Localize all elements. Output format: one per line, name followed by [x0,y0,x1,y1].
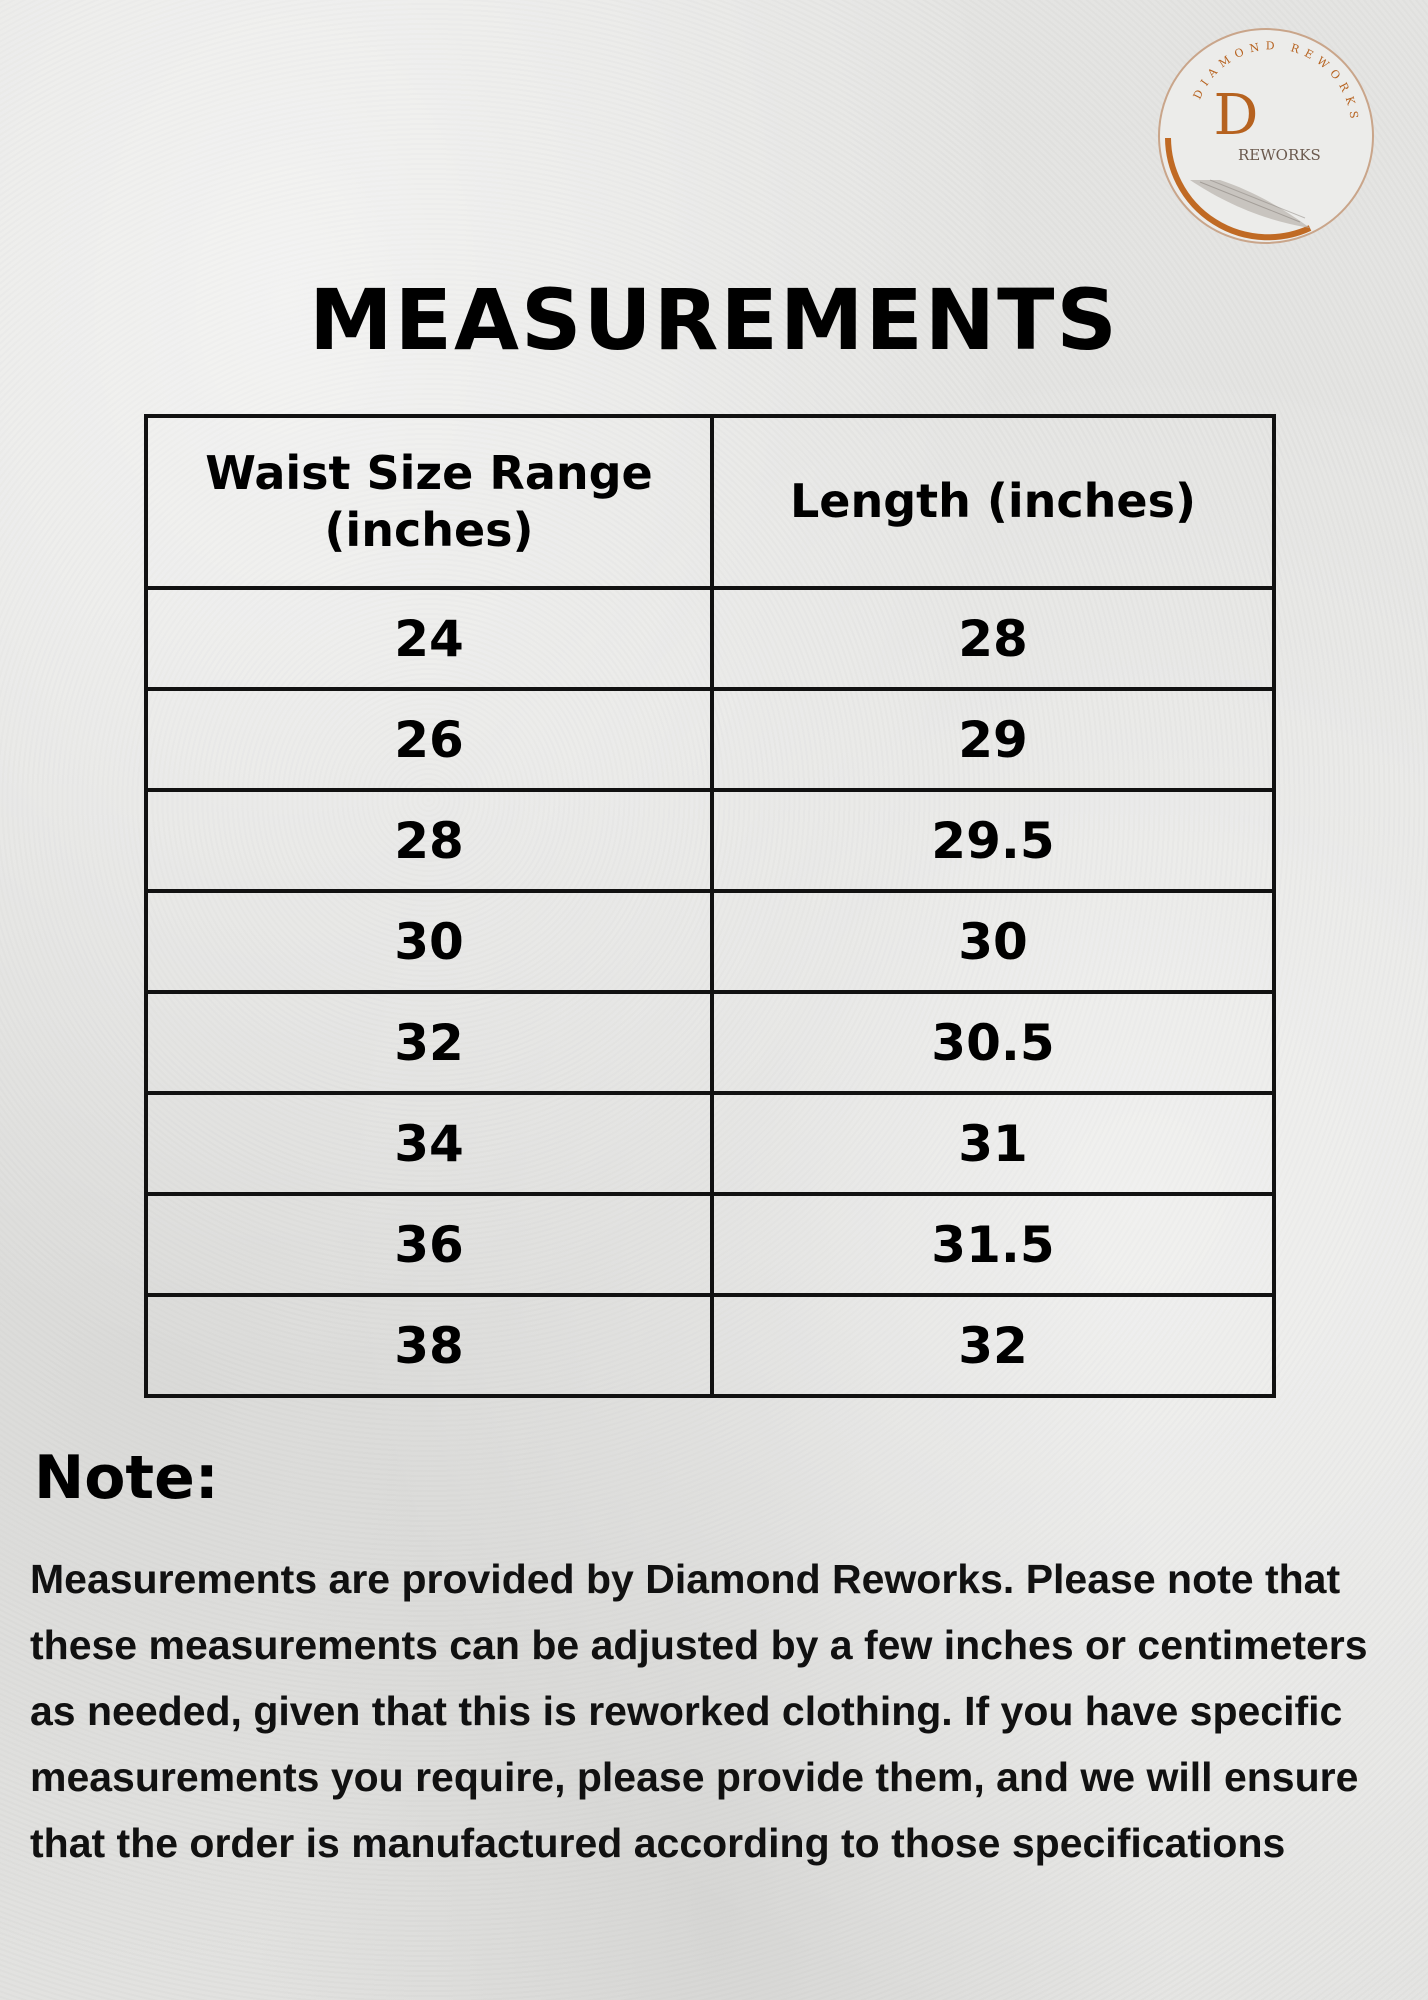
waist-cell: 34 [146,1093,712,1194]
note-heading: Note: [34,1443,219,1513]
table-header-row [146,416,1274,588]
waist-cell: 38 [146,1295,712,1396]
logo-wordmark: REWORKS [1238,146,1321,164]
length-cell: 30 [712,891,1274,992]
waist-cell: 30 [146,891,712,992]
waist-cell: 24 [146,588,712,689]
waist-cell: 28 [146,790,712,891]
brand-logo [1158,28,1374,244]
table-row [146,689,1274,790]
length-cell: 29 [712,689,1274,790]
waist-cell: 26 [146,689,712,790]
table-row [146,790,1274,891]
header-waist: Waist Size Range (inches) [146,416,712,588]
length-cell: 28 [712,588,1274,689]
waist-cell: 36 [146,1194,712,1295]
note-body: Measurements are provided by Diamond Reworks. Please note that these measurements can be adjusted by a few inches or centimeters as needed, given that this is reworked clothing. If you have specific measurements you require, please provide them, and we will ensure that the order is manufactured according to those specifications [30,1556,1368,1866]
table-row [146,1093,1274,1194]
logo-graphic [1160,30,1376,246]
table-row [146,1295,1274,1396]
logo-ring-text: DIAMOND REWORKS [1190,39,1362,126]
table-row [146,891,1274,992]
table-row [146,588,1274,689]
page-title: MEASUREMENTS [309,271,1119,369]
length-cell: 30.5 [712,992,1274,1093]
logo-letter: D [1213,83,1259,148]
length-cell: 32 [712,1295,1274,1396]
measurements-table [144,414,1276,1398]
table-row [146,1194,1274,1295]
length-cell: 29.5 [712,790,1274,891]
table-row [146,992,1274,1093]
header-length: Length (inches) [712,416,1274,588]
waist-cell: 32 [146,992,712,1093]
length-cell: 31 [712,1093,1274,1194]
length-cell: 31.5 [712,1194,1274,1295]
